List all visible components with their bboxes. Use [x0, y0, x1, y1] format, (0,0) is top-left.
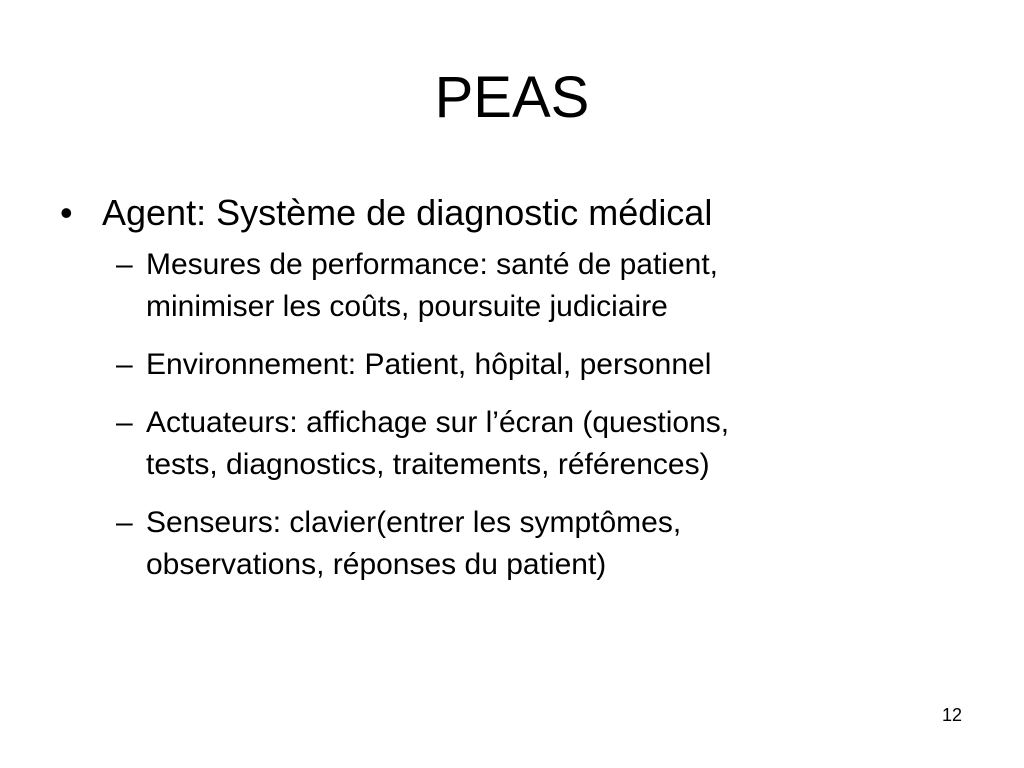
sub-bullet-sensors [60, 502, 960, 586]
bullet-marker: • [60, 192, 73, 233]
dash-marker: – [116, 406, 133, 439]
sub-bullet-environment [60, 344, 960, 386]
sub-bullet-line: Senseurs: clavier(entrer les symptômes, [146, 506, 682, 539]
sub-bullet-performance [60, 244, 960, 328]
dash-marker: – [116, 506, 133, 539]
dash-marker: – [116, 248, 133, 281]
sub-bullet-line: Mesures de performance: santé de patient, [146, 248, 718, 281]
sub-bullet-actuators [60, 402, 960, 486]
slide-content [60, 186, 960, 602]
sub-bullet-line: Environnement: Patient, hôpital, personnel [146, 348, 712, 381]
sub-bullet-line: minimiser les coûts, poursuite judiciaire [146, 290, 668, 323]
bullet-agent [60, 186, 960, 240]
sub-bullet-line: tests, diagnostics, traitements, références) [146, 448, 710, 481]
page-number: 12 [941, 705, 962, 725]
bullet-text: Agent: Système de diagnostic médical [102, 192, 713, 233]
slide-title: PEAS [434, 65, 590, 130]
sub-bullet-line: observations, réponses du patient) [146, 548, 607, 581]
sub-bullet-line: Actuateurs: affichage sur l’écran (questions, [146, 406, 730, 439]
sub-bullet-list [60, 244, 960, 586]
dash-marker: – [116, 348, 133, 381]
